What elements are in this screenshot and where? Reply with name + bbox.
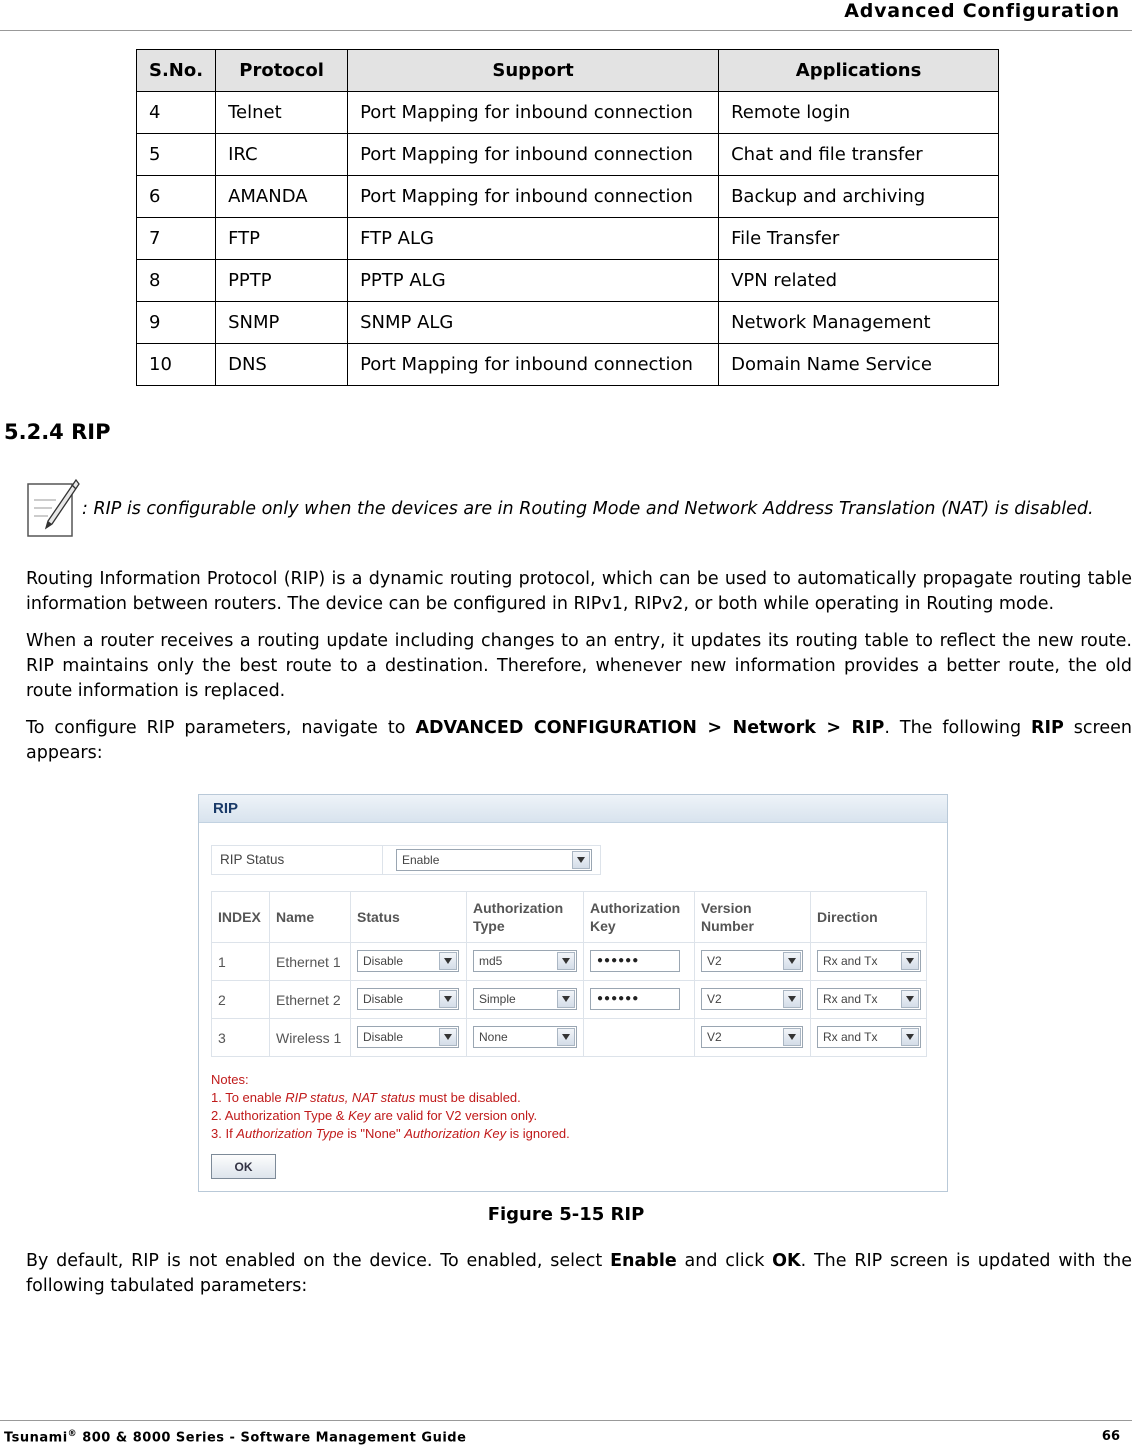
- table-row: [137, 344, 999, 386]
- cell-name: Ethernet 2: [270, 981, 351, 1019]
- cell-support: Port Mapping for inbound connection: [348, 176, 719, 218]
- chevron-down-icon[interactable]: [572, 851, 590, 869]
- select-value: Disable: [363, 1030, 404, 1044]
- cell-auth-key: [584, 981, 695, 1019]
- chevron-down-icon[interactable]: [901, 990, 919, 1008]
- cell-applications: Backup and archiving: [719, 176, 999, 218]
- cell-sno: 9: [137, 302, 216, 344]
- cell-sno: 4: [137, 92, 216, 134]
- col-header-version: [695, 892, 811, 943]
- col-header-support: Support: [348, 50, 719, 92]
- footer-brand: Tsunami: [4, 1430, 68, 1446]
- chevron-down-icon[interactable]: [557, 1028, 575, 1046]
- cell-applications: Network Management: [719, 302, 999, 344]
- version-select[interactable]: [701, 950, 803, 972]
- col-header-sno: S.No.: [137, 50, 216, 92]
- select-value: Rx and Tx: [823, 954, 878, 968]
- registered-mark: ®: [67, 1429, 78, 1439]
- table-row: [137, 218, 999, 260]
- cell-auth-key-empty: [584, 1019, 695, 1057]
- cell-status: [351, 943, 467, 981]
- cell-applications: Remote login: [719, 92, 999, 134]
- cell-auth-type: [467, 1019, 584, 1057]
- note-pencil-icon: [26, 478, 80, 538]
- chevron-down-icon[interactable]: [783, 952, 801, 970]
- footer-divider: [0, 1420, 1132, 1421]
- text-span: . The following: [884, 718, 1032, 738]
- table-row: [137, 302, 999, 344]
- cell-protocol: Telnet: [216, 92, 348, 134]
- select-value: None: [479, 1030, 508, 1044]
- direction-select[interactable]: [817, 1026, 921, 1048]
- select-value: Rx and Tx: [823, 992, 878, 1006]
- note-line-3: [211, 1125, 570, 1143]
- note-line-1: [211, 1089, 570, 1107]
- select-value: Disable: [363, 992, 404, 1006]
- header-line: Authorization: [590, 900, 681, 916]
- cell-protocol: PPTP: [216, 260, 348, 302]
- cell-direction: [811, 981, 927, 1019]
- chevron-down-icon[interactable]: [557, 952, 575, 970]
- cell-support: Port Mapping for inbound connection: [348, 134, 719, 176]
- text-span: screen appears:: [26, 718, 1132, 763]
- col-header-name: Name: [270, 892, 351, 943]
- cell-version: [695, 1019, 811, 1057]
- text-span: and click: [676, 1251, 773, 1271]
- table-row: [137, 92, 999, 134]
- protocol-table-header-row: [137, 50, 999, 92]
- enable-keyword: Enable: [610, 1251, 677, 1271]
- figure-caption: Figure 5-15 RIP: [487, 1204, 645, 1225]
- paragraph-rip-update: When a router receives a routing update including changes to an entry, it updates its routing table to reflect the new route. RIP maintains only the best route to a destination. Therefore, whenever new information provides a better route, the old route information is replaced.: [26, 631, 1132, 701]
- text-span: 1. To enable: [211, 1090, 286, 1105]
- paragraph-rip-intro: Routing Information Protocol (RIP) is a dynamic routing protocol, which can be used to automatically propagate routing table information between routers. The device can be configured in RIPv1, RIPv2, or both while operating in Routing mode.: [26, 569, 1132, 614]
- ok-button[interactable]: OK: [211, 1154, 276, 1179]
- cell-sno: 7: [137, 218, 216, 260]
- col-header-auth-key: [584, 892, 695, 943]
- header-line: Version: [701, 900, 752, 916]
- auth-type-select[interactable]: [473, 988, 577, 1010]
- cell-support: SNMP ALG: [348, 302, 719, 344]
- status-divider: [382, 846, 383, 874]
- note-text: : RIP is configurable only when the devices are in Routing Mode and Network Address Translation (NAT) is disabled.: [82, 499, 1094, 519]
- select-value: V2: [707, 992, 722, 1006]
- screen-name: RIP: [1031, 718, 1064, 738]
- col-header-index: INDEX: [212, 892, 270, 943]
- auth-type-select[interactable]: [473, 1026, 577, 1048]
- chevron-down-icon[interactable]: [439, 1028, 457, 1046]
- nav-path: ADVANCED CONFIGURATION > Network > RIP: [415, 718, 885, 738]
- cell-index: 2: [212, 981, 270, 1019]
- table-row: [212, 1019, 927, 1057]
- cell-applications: VPN related: [719, 260, 999, 302]
- text-em: Authorization Type: [236, 1126, 344, 1141]
- table-row: [137, 134, 999, 176]
- rip-screen-figure: [198, 794, 948, 1192]
- rip-status-row: [211, 845, 601, 875]
- select-value: Simple: [479, 992, 516, 1006]
- col-header-protocol: Protocol: [216, 50, 348, 92]
- rip-status-value: Enable: [402, 853, 440, 867]
- text-span: are valid for V2 version only.: [370, 1108, 538, 1123]
- cell-auth-type: [467, 943, 584, 981]
- header-line: Number: [701, 918, 754, 934]
- note-line-2: [211, 1107, 570, 1125]
- chevron-down-icon[interactable]: [783, 1028, 801, 1046]
- page-number: 66: [1101, 1429, 1120, 1444]
- header-line: Type: [473, 918, 505, 934]
- select-value: V2: [707, 1030, 722, 1044]
- paragraph-default-state: [26, 1249, 1132, 1299]
- direction-select[interactable]: [817, 988, 921, 1010]
- col-header-status: Status: [351, 892, 467, 943]
- cell-support: Port Mapping for inbound connection: [348, 344, 719, 386]
- text-em: Key: [348, 1108, 371, 1123]
- text-span: is ignored.: [506, 1126, 570, 1141]
- text-span: . The RIP screen is updated with the following tabulated parameters:: [26, 1251, 1132, 1296]
- cell-protocol: DNS: [216, 344, 348, 386]
- table-row: [137, 260, 999, 302]
- col-header-direction: Direction: [811, 892, 927, 943]
- protocol-table: [136, 49, 999, 386]
- cell-name: Ethernet 1: [270, 943, 351, 981]
- cell-name: Wireless 1: [270, 1019, 351, 1057]
- select-value: md5: [479, 954, 503, 968]
- cell-status: [351, 981, 467, 1019]
- cell-protocol: SNMP: [216, 302, 348, 344]
- page-header-title: Advanced Configuration: [844, 0, 1120, 22]
- cell-sno: 6: [137, 176, 216, 218]
- chevron-down-icon[interactable]: [901, 952, 919, 970]
- cell-version: [695, 981, 811, 1019]
- rip-notes: [211, 1071, 570, 1143]
- chevron-down-icon[interactable]: [557, 990, 575, 1008]
- cell-applications: Domain Name Service: [719, 344, 999, 386]
- text-span: 3. If: [211, 1126, 237, 1141]
- rip-interface-table: [211, 891, 927, 1057]
- header-line: Authorization: [473, 900, 564, 916]
- auth-key-input[interactable]: ●●●●●●: [590, 950, 680, 972]
- note-callout: [26, 478, 1126, 538]
- col-header-applications: Applications: [719, 50, 999, 92]
- paragraph-navigation: [26, 716, 1132, 766]
- text-span: To configure RIP parameters, navigate to: [26, 718, 416, 738]
- rip-panel-title: RIP: [199, 795, 947, 823]
- auth-key-input[interactable]: ●●●●●●: [590, 988, 680, 1010]
- cell-sno: 5: [137, 134, 216, 176]
- rip-status-select[interactable]: [396, 849, 592, 871]
- cell-sno: 10: [137, 344, 216, 386]
- cell-support: FTP ALG: [348, 218, 719, 260]
- version-select[interactable]: [701, 988, 803, 1010]
- col-header-auth-type: [467, 892, 584, 943]
- cell-applications: Chat and file transfer: [719, 134, 999, 176]
- chevron-down-icon[interactable]: [439, 990, 457, 1008]
- text-em: Authorization Key: [404, 1126, 507, 1141]
- table-row: [137, 176, 999, 218]
- chevron-down-icon[interactable]: [439, 952, 457, 970]
- table-row: [212, 943, 927, 981]
- status-select[interactable]: [357, 950, 459, 972]
- text-span: is "None": [343, 1126, 405, 1141]
- direction-select[interactable]: [817, 950, 921, 972]
- select-value: Rx and Tx: [823, 1030, 878, 1044]
- header-divider: [0, 30, 1132, 31]
- cell-support: Port Mapping for inbound connection: [348, 92, 719, 134]
- select-value: V2: [707, 954, 722, 968]
- notes-title: Notes:: [211, 1072, 249, 1087]
- footer-guide-rest: 800 & 8000 Series - Software Management Guide: [77, 1430, 467, 1446]
- chevron-down-icon[interactable]: [901, 1028, 919, 1046]
- cell-auth-type: [467, 981, 584, 1019]
- cell-applications: File Transfer: [719, 218, 999, 260]
- version-select[interactable]: [701, 1026, 803, 1048]
- text-em: RIP status, NAT status: [285, 1090, 416, 1105]
- chevron-down-icon[interactable]: [783, 990, 801, 1008]
- cell-protocol: IRC: [216, 134, 348, 176]
- select-value: Disable: [363, 954, 404, 968]
- auth-type-select[interactable]: [473, 950, 577, 972]
- cell-status: [351, 1019, 467, 1057]
- status-select[interactable]: [357, 988, 459, 1010]
- text-span: By default, RIP is not enabled on the device. To enabled, select: [26, 1251, 611, 1271]
- rip-status-label: RIP Status: [220, 852, 285, 867]
- cell-auth-key: [584, 943, 695, 981]
- ok-keyword: OK: [772, 1251, 801, 1271]
- status-select[interactable]: [357, 1026, 459, 1048]
- cell-protocol: AMANDA: [216, 176, 348, 218]
- cell-sno: 8: [137, 260, 216, 302]
- cell-version: [695, 943, 811, 981]
- cell-direction: [811, 1019, 927, 1057]
- table-row: [212, 981, 927, 1019]
- cell-direction: [811, 943, 927, 981]
- text-span: must be disabled.: [415, 1090, 521, 1105]
- cell-index: 3: [212, 1019, 270, 1057]
- text-span: 2. Authorization Type &: [211, 1108, 349, 1123]
- section-heading: 5.2.4 RIP: [4, 420, 111, 444]
- cell-index: 1: [212, 943, 270, 981]
- cell-protocol: FTP: [216, 218, 348, 260]
- header-line: Key: [590, 918, 616, 934]
- cell-support: PPTP ALG: [348, 260, 719, 302]
- rip-table-header-row: [212, 892, 927, 943]
- footer-guide-title: [4, 1429, 466, 1445]
